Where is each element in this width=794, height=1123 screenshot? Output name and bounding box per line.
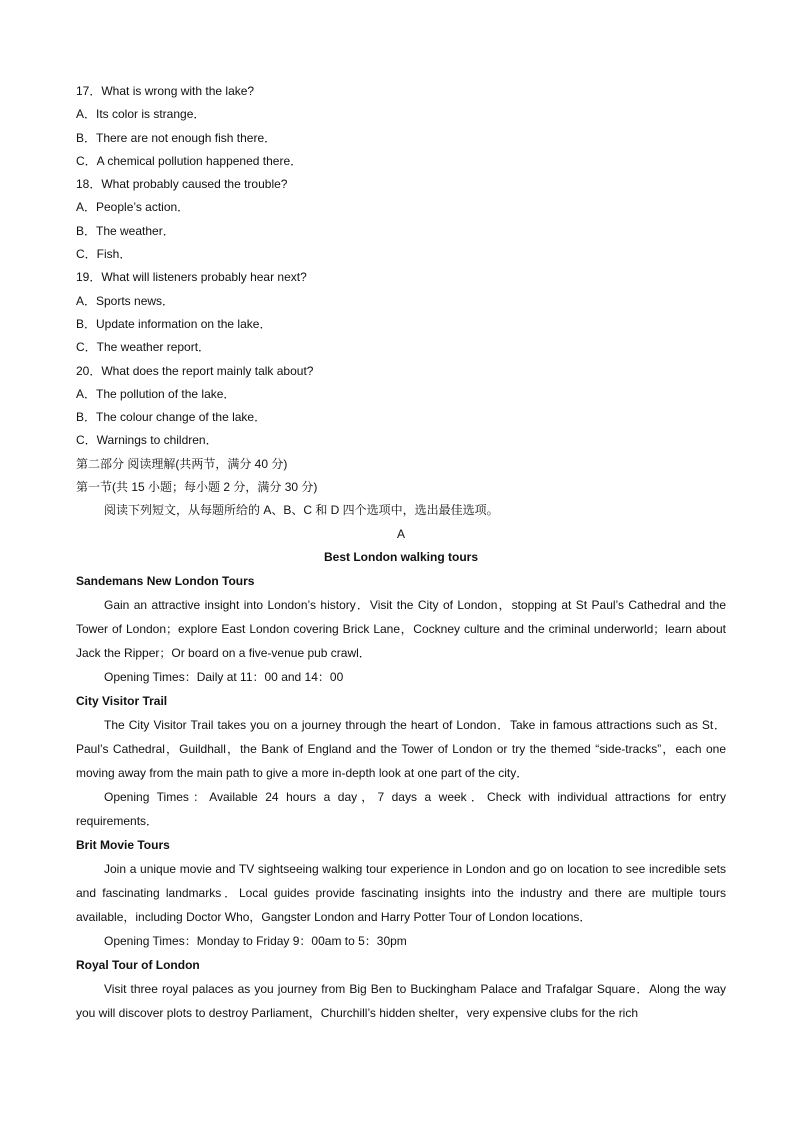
tour-description: The City Visitor Trail takes you on a journey through the heart of London．Take in famous attractions such as St．Paul’s Cathedral，Guildhall，the Bank of England and the Tower of London or try the themed “side-tracks”，each one moving away from the main path to give a more in-depth look at one part of the city． (76, 718, 726, 781)
question-18 (76, 173, 726, 266)
tour-brit-movie (76, 833, 726, 953)
option-b: B．Update information on the lake． (76, 316, 272, 331)
section-title: 第一节(共 15 小题；每小题 2 分，满分 30 分) (76, 480, 318, 495)
tour-city-visitor-trail (76, 689, 726, 833)
question-stem: 19．What will listeners probably hear next? (76, 270, 307, 285)
tour-description: Gain an attractive insight into London’s history．Visit the City of London，stopping at St Paul’s Cathedral and the Tower of London；explore East London covering Brick Lane，Cockney culture and the criminal underworld；learn about Jack the Ripper；Or board on a five-venue pub crawl． (76, 598, 726, 661)
option-a: A．People’s action． (76, 200, 190, 215)
tour-name: Brit Movie Tours (76, 838, 170, 853)
question-stem: 18．What probably caused the trouble? (76, 177, 288, 192)
tour-name: City Visitor Trail (76, 694, 168, 709)
option-b: B．The weather． (76, 223, 175, 238)
document-page (76, 80, 726, 1025)
tour-sandemans (76, 569, 726, 689)
question-stem: 17．What is wrong with the lake? (76, 84, 255, 98)
option-b: B．There are not enough fish there． (76, 130, 277, 145)
tour-description: Join a unique movie and TV sightseeing walking tour experience in London and go on location to see incredible sets and fascinating landmarks．Local guides provide fascinating insights into the industry and there are multiple tours available，including Doctor Who，Gangster London and Harry Potter Tour of London locations． (76, 862, 726, 925)
option-c: C．Fish． (76, 247, 132, 262)
tour-hours: Opening Times：Daily at 11：00 and 14：00 (104, 670, 344, 685)
tour-name: Royal Tour of London (76, 958, 200, 973)
option-a: A．Its color is strange． (76, 107, 206, 122)
option-c: C．A chemical pollution happened there． (76, 153, 303, 168)
tour-name: Sandemans New London Tours (76, 574, 255, 589)
option-a: A．The pollution of the lake． (76, 386, 236, 401)
tour-hours: Opening Times：Available 24 hours a day，7 days a week．Check with individual attractions for entry requirements． (76, 790, 726, 829)
option-a: A．Sports news． (76, 293, 175, 308)
option-c: C．Warnings to children． (76, 433, 218, 448)
instruction: 阅读下列短文，从每题所给的 A、B、C 和 D 四个选项中，选出最佳选项。 (104, 503, 499, 518)
question-stem: 20．What does the report mainly talk about? (76, 363, 314, 378)
question-17 (76, 80, 726, 173)
tour-royal (76, 953, 726, 1025)
question-20 (76, 360, 726, 453)
tour-description: Visit three royal palaces as you journey from Big Ben to Buckingham Palace and Trafalgar Square．Along the way you will discover plots to destroy Parliament，Churchill’s hidden shelter，very expensive clubs for the rich (76, 982, 726, 1021)
passage-letter: A (396, 526, 405, 541)
option-b: B．The colour change of the lake． (76, 410, 267, 425)
question-19 (76, 266, 726, 359)
tour-hours: Opening Times：Monday to Friday 9：00am to 5：30pm (104, 934, 407, 949)
option-c: C．The weather report． (76, 340, 211, 355)
part-title: 第二部分 阅读理解(共两节，满分 40 分) (76, 456, 288, 471)
passage-title: Best London walking tours (323, 549, 478, 564)
